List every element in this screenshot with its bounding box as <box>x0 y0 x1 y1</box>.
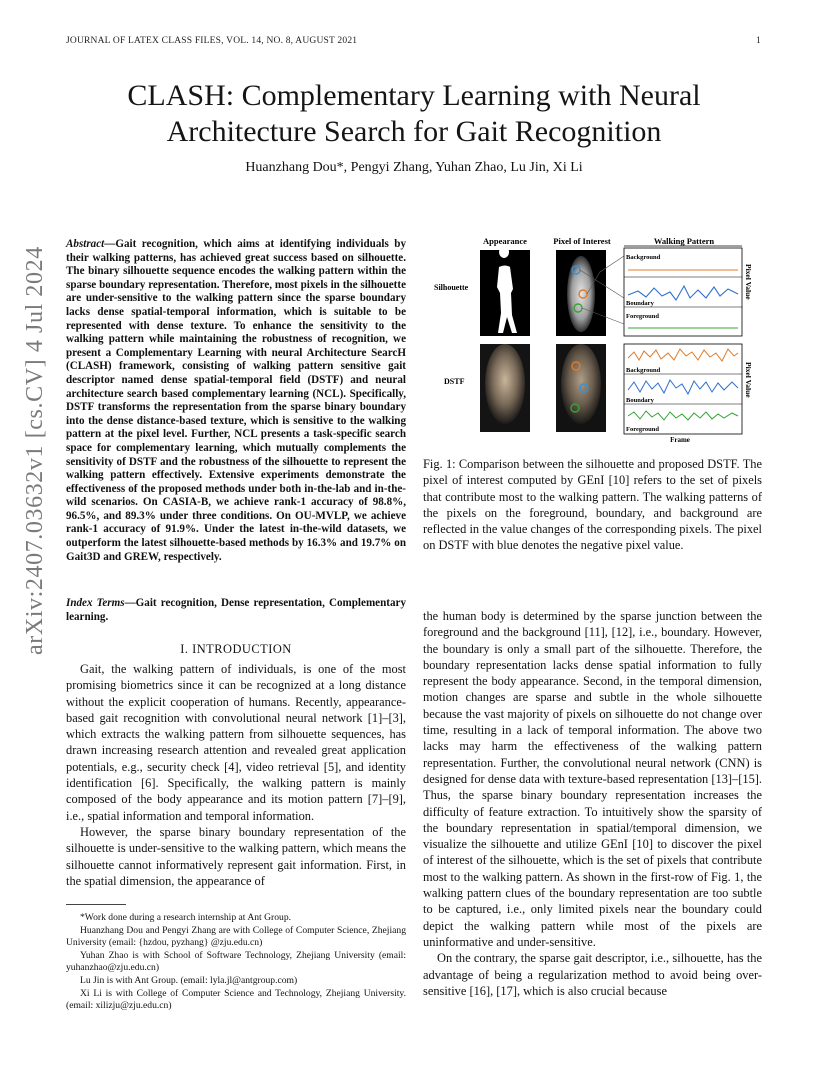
sil-label-background: Background <box>626 254 661 261</box>
fig-col-walking: Walking Pattern <box>653 236 715 246</box>
arxiv-stamp[interactable]: arXiv:2407.03632v1 [cs.CV] 4 Jul 2024 <box>22 246 48 655</box>
footnote-affil-4: Xi Li is with College of Computer Science and Technology, Zhejiang University. (email: xilizju@zju.edu.cn) <box>66 987 406 1012</box>
author-list: Huanzhang Dou*, Pengyi Zhang, Yuhan Zhao, Lu Jin, Xi Li <box>245 160 583 175</box>
intro-left-column <box>66 661 406 889</box>
silhouette-poi-image <box>556 250 606 336</box>
intro-right-column <box>423 608 762 999</box>
dstf-label-foreground: Foreground <box>626 426 659 433</box>
abstract-label: Abstract <box>66 238 105 250</box>
footnote-affil-2: Yuhan Zhao is with School of Software Technology, Zhejiang University (email: yuhanzhao@zju.edu.cn) <box>66 949 406 974</box>
dstf-label-boundary: Boundary <box>626 397 654 404</box>
sil-label-foreground: Foreground <box>626 313 659 320</box>
intro-paragraph-1: Gait, the walking pattern of individuals, is one of the most promising biometrics since it can be recognized at a long distance without the explicit cooperation of humans. Recently, appearance-based gait recognition with convolutional neural network [1]–[3], which extracts the walking pattern from silhouette sequences, has drawn increasing research attention and revealed great application potentials, e.g., security check [4], video retrieval [5], and identity identification [6]. Specifically, the walking pattern is mainly composed of the body appearance and its motion pattern [7]–[9], i.e., spatial information and temporal information. <box>66 662 406 823</box>
paper-title <box>60 78 768 150</box>
fig-row-dstf: DSTF <box>444 377 465 386</box>
fig-col-appearance: Appearance <box>483 236 527 246</box>
dstf-label-background: Background <box>626 367 661 374</box>
figure-1 <box>428 232 762 444</box>
dstf-walking-panels <box>624 344 742 434</box>
fig-col-poi: Pixel of Interest <box>553 236 611 246</box>
dstf-pixel-value-axis: Pixel Value <box>744 362 753 398</box>
intro-right-paragraph-1: the human body is determined by the sparse junction between the foreground and the background [11], [12], i.e., boundary. However, the boundary is only a small part of the silhouette. Therefore, the boundary representation lacks dense spatial information to fully represent the body appearance. Second, in the temporal dimension, motion changes are sparse and subtle in the whole silhouette because the vast majority of pixels on silhouette do not change over time, resulting in a lack of temporal information. The above two lacks may harm the effectiveness of the walking pattern representation. Further, the convolutional neural network (CNN) is designed for dense data with texture-based representation [13]–[15]. Thus, the sparse binary boundary representation increases the difficulty of feature extraction. To intuitively show the sparsity of the boundary representation in spatial/temporal dimension, we visualize the silhouette and utilize GEnI [10] to discover the pixel of interest of the silhouette, which is the set of pixels that contribute most to the walking pattern. As shown in the first-row of Fig. 1, the walking pattern clues of the boundary representation are too subtle to be captured, i.e., only limited pixels near the boundary could depict the walking pattern while most of the pixels are uninformative and under-sensitive. <box>423 609 762 949</box>
frame-axis-label: Frame <box>670 436 690 444</box>
figure-caption: Fig. 1: Comparison between the silhouette and proposed DSTF. The pixel of interest computed by GEnI [10] refers to the set of pixels that contribute most to the walking pattern. The walking patterns of the pixels on the foreground, boundary, and background are reflected in the value changes of the corresponding pixels. The pixel on DSTF with blue denotes the negative pixel value. <box>423 457 762 553</box>
intro-right-paragraph-2: On the contrary, the sparse gait descriptor, i.e., silhouette, has the advantage of being a regularization method to avoid being over-sensitive [16], [17], which is also crucial because <box>423 951 762 998</box>
index-terms-text: —Gait recognition, Dense representation, Complementary learning. <box>66 597 406 623</box>
abstract <box>66 238 406 564</box>
silhouette-walking-panels <box>624 248 742 336</box>
section-heading: I. INTRODUCTION <box>180 642 292 656</box>
sil-pixel-value-axis: Pixel Value <box>744 264 753 300</box>
page-number: 1 <box>756 36 761 46</box>
footnote-affil-3: Lu Jin is with Ant Group. (email: lyla.jl@antgroup.com) <box>80 974 298 986</box>
index-terms-label: Index Terms <box>66 597 125 609</box>
abstract-text: —Gait recognition, which aims at identifying individuals by their walking patterns, has achieved great success based on silhouette. The binary silhouette sequence encodes the walking pattern within the sparse boundary representation. Therefore, most pixels in the silhouette are under-sensitive to the walking pattern since the sparse boundary lacks dense spatial-temporal information, which is suitable to be represented with dense texture. To enhance the sensitivity to the walking pattern while maintaining the robustness of recognition, we present a Complementary Learning with neural Architecture SearcH (CLASH) framework, consisting of walking pattern sensitive gait descriptor named dense spatial-temporal field (DSTF) and neural architecture search based complementary learning (NCL). Specifically, DSTF transforms the representation from the sparse binary boundary into the dense distance-based texture, which is sensitive to the walking pattern at the pixel level. Further, NCL presents a task-specific search space for complementary learning, which mutually complements the sensitivity of DSTF and the robustness of the silhouette to represent the walking pattern effectively. Extensive experiments demonstrate the effectiveness of the proposed methods under both in-the-lab and in-the-wild scenarios. On CASIA-B, we achieve rank-1 accuracy of 98.8%, 96.5%, and 89.3% under three conditions. On OU-MVLP, we achieve rank-1 accuracy of 91.9%. Under the latest in-the-wild datasets, we outperform the latest silhouette-based methods by 16.3% and 19.7% on Gait3D and GREW, respectively. <box>66 238 406 563</box>
dstf-image <box>480 344 530 432</box>
sil-label-boundary: Boundary <box>626 300 654 307</box>
silhouette-image <box>480 246 530 336</box>
footnotes <box>66 912 406 1013</box>
intro-paragraph-2: However, the sparse binary boundary representation of the silhouette is under-sensitive to the walking pattern, which means the silhouette cannot informatively represent gait information. First, in the spatial dimension, the appearance of <box>66 824 406 888</box>
footnote-affil-1: Huanzhang Dou and Pengyi Zhang are with College of Computer Science, Zhejiang University (email: {hzdou, pyzhang} @zju.edu.cn) <box>66 924 406 949</box>
title-line-1: CLASH: Complementary Learning with Neural <box>127 79 701 112</box>
index-terms <box>66 597 406 624</box>
dstf-poi-image <box>556 344 606 432</box>
title-line-2: Architecture Search for Gait Recognition <box>166 115 662 148</box>
fig-row-silhouette: Silhouette <box>434 283 469 292</box>
footnote-rule <box>66 904 126 905</box>
journal-header: JOURNAL OF LATEX CLASS FILES, VOL. 14, NO. 8, AUGUST 2021 <box>66 36 358 46</box>
footnote-work: *Work done during a research internship at Ant Group. <box>80 912 292 923</box>
